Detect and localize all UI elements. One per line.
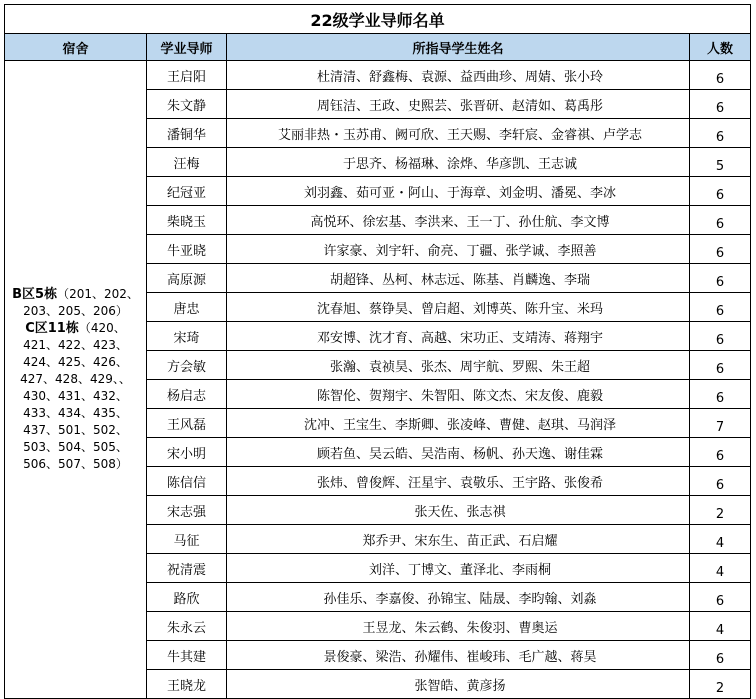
student-count: 6 bbox=[690, 90, 751, 119]
tutor-name: 朱文静 bbox=[147, 90, 227, 119]
student-count: 6 bbox=[690, 380, 751, 409]
student-names: 景俊豪、梁浩、孙耀伟、崔峻玮、毛广越、蒋昊 bbox=[227, 641, 690, 670]
student-count: 5 bbox=[690, 148, 751, 177]
student-names: 张瀚、袁祯昊、张杰、周宇航、罗熙、朱王超 bbox=[227, 351, 690, 380]
student-names: 刘羽鑫、茹可亚・阿山、于海章、刘金明、潘冕、李冰 bbox=[227, 177, 690, 206]
student-count: 6 bbox=[690, 235, 751, 264]
dorm-cell bbox=[5, 61, 147, 699]
student-names: 胡超锋、丛柯、林志远、陈基、肖麟逸、李瑞 bbox=[227, 264, 690, 293]
student-count: 6 bbox=[690, 438, 751, 467]
student-count: 6 bbox=[690, 61, 751, 90]
tutor-name: 王晓龙 bbox=[147, 670, 227, 699]
tutor-name: 柴晓玉 bbox=[147, 206, 227, 235]
tutor-name: 王风磊 bbox=[147, 409, 227, 438]
table-title: 22级学业导师名单 bbox=[5, 5, 751, 34]
student-names: 刘洋、丁博文、董泽北、李雨桐 bbox=[227, 554, 690, 583]
student-names: 顾若鱼、吴云皓、吴浩南、杨帆、孙天逸、谢佳霖 bbox=[227, 438, 690, 467]
tutor-list-sheet bbox=[4, 4, 751, 699]
tutor-name: 高原源 bbox=[147, 264, 227, 293]
tutor-name: 祝清震 bbox=[147, 554, 227, 583]
tutor-name: 朱永云 bbox=[147, 612, 227, 641]
dorm-c-label: C区11栋 bbox=[25, 321, 79, 336]
tutor-name: 宋小明 bbox=[147, 438, 227, 467]
student-names: 于思齐、杨福琳、涂烨、华彦凯、王志诚 bbox=[227, 148, 690, 177]
student-count: 2 bbox=[690, 670, 751, 699]
tutor-name: 王启阳 bbox=[147, 61, 227, 90]
student-count: 4 bbox=[690, 554, 751, 583]
dorm-b-rooms: （201、202、203、205、206） bbox=[23, 287, 139, 318]
tutor-name: 牛亚晓 bbox=[147, 235, 227, 264]
student-count: 6 bbox=[690, 641, 751, 670]
student-count: 6 bbox=[690, 583, 751, 612]
tutor-name: 方会敏 bbox=[147, 351, 227, 380]
tutor-name: 宋琦 bbox=[147, 322, 227, 351]
student-count: 6 bbox=[690, 322, 751, 351]
tutor-name: 杨启志 bbox=[147, 380, 227, 409]
student-names: 陈智伦、贺翔宇、朱智阳、陈文杰、宋友俊、鹿毅 bbox=[227, 380, 690, 409]
dorm-b-label: B区5栋 bbox=[12, 287, 58, 302]
header-tutor: 学业导师 bbox=[147, 34, 227, 61]
student-count: 4 bbox=[690, 525, 751, 554]
student-count: 6 bbox=[690, 206, 751, 235]
student-count: 2 bbox=[690, 496, 751, 525]
student-names: 杜清清、舒鑫梅、袁源、益西曲珍、周婧、张小玲 bbox=[227, 61, 690, 90]
student-names: 邓安博、沈才育、高越、宋功正、支靖涛、蒋翔宇 bbox=[227, 322, 690, 351]
student-count: 6 bbox=[690, 177, 751, 206]
student-count: 6 bbox=[690, 293, 751, 322]
tutor-name: 纪冠亚 bbox=[147, 177, 227, 206]
dorm-c-rooms: （420、421、422、423、424、425、426、427、428、429、、430、431、432、433、434、435、437、501、502、503、504、505、506、507、508） bbox=[20, 321, 131, 471]
student-count: 4 bbox=[690, 612, 751, 641]
student-names: 许家豪、刘宇轩、俞亮、丁疆、张学诚、李照善 bbox=[227, 235, 690, 264]
tutor-name: 唐忠 bbox=[147, 293, 227, 322]
student-names: 沈冲、王宝生、李斯卿、张凌峰、曹健、赵琪、马润泽 bbox=[227, 409, 690, 438]
header-count: 人数 bbox=[690, 34, 751, 61]
tutor-name: 路欣 bbox=[147, 583, 227, 612]
student-names: 周钰洁、王政、史熙芸、张晋研、赵清如、葛禹彤 bbox=[227, 90, 690, 119]
student-names: 高悦环、徐宏基、李洪来、王一丁、孙仕航、李文博 bbox=[227, 206, 690, 235]
student-count: 6 bbox=[690, 264, 751, 293]
student-names: 张炜、曾俊辉、汪星宇、袁敬乐、王宇路、张俊希 bbox=[227, 467, 690, 496]
tutor-name: 宋志强 bbox=[147, 496, 227, 525]
tutor-name: 陈信信 bbox=[147, 467, 227, 496]
header-dorm: 宿舍 bbox=[5, 34, 147, 61]
student-count: 6 bbox=[690, 351, 751, 380]
student-count: 6 bbox=[690, 467, 751, 496]
header-students: 所指导学生姓名 bbox=[227, 34, 690, 61]
student-names: 孙佳乐、李嘉俊、孙锦宝、陆晟、李昀翰、刘淼 bbox=[227, 583, 690, 612]
tutor-name: 马征 bbox=[147, 525, 227, 554]
student-names: 张天佐、张志祺 bbox=[227, 496, 690, 525]
student-names: 郑乔尹、宋东生、苗正武、石启耀 bbox=[227, 525, 690, 554]
student-count: 6 bbox=[690, 119, 751, 148]
student-names: 王昱龙、朱云鹤、朱俊羽、曹奥运 bbox=[227, 612, 690, 641]
tutor-name: 牛其建 bbox=[147, 641, 227, 670]
student-names: 沈春旭、蔡铮昊、曾启超、刘博英、陈升宝、米玛 bbox=[227, 293, 690, 322]
table-row bbox=[5, 61, 751, 90]
tutor-name: 潘铜华 bbox=[147, 119, 227, 148]
student-count: 7 bbox=[690, 409, 751, 438]
student-names: 艾丽非热・玉苏甫、阙可欣、王天赐、李轩宸、金睿祺、卢学志 bbox=[227, 119, 690, 148]
tutor-name: 汪梅 bbox=[147, 148, 227, 177]
tutor-table bbox=[4, 4, 751, 699]
student-names: 张智皓、黄彦扬 bbox=[227, 670, 690, 699]
